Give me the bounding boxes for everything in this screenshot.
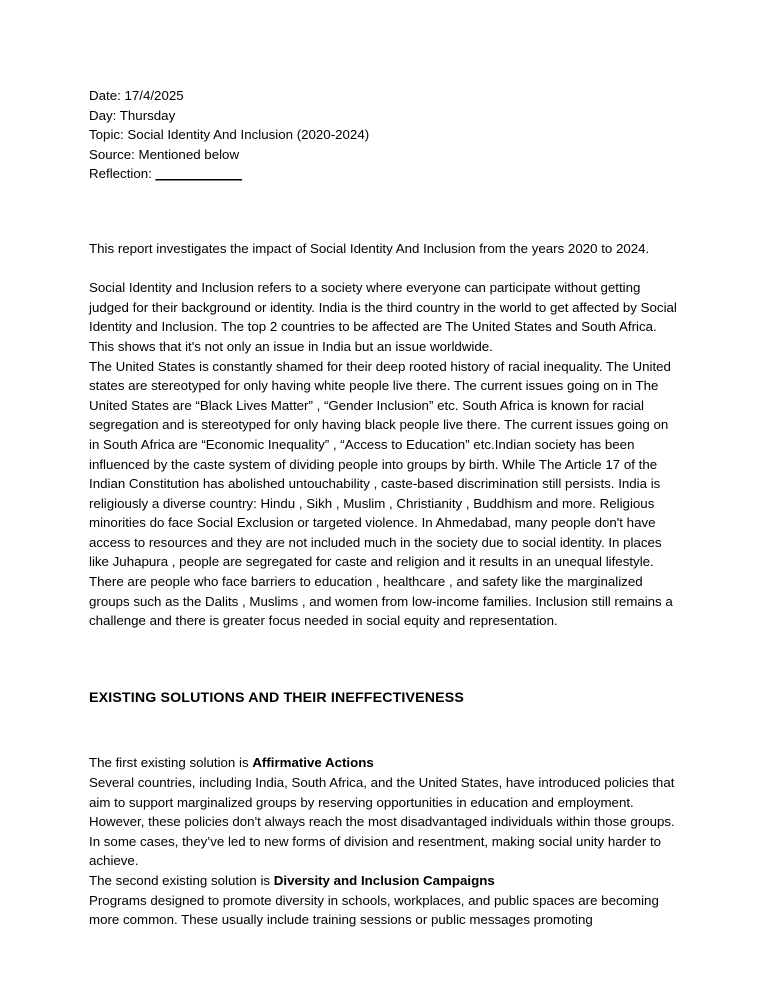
solution-2-description: Programs designed to promote diversity in schools, workplaces, and public spaces are becoming more common. These usually include training sessions or public messages promoting bbox=[89, 892, 659, 928]
solution-2-title-line bbox=[89, 871, 681, 891]
solution-1-description: Several countries, including India, South Africa, and the United States, have introduced policies that aim to support marginalized groups by reserving opportunities in education and employment. However, these policies don't always reach the most disadvantaged individuals within those groups. In some cases, they’ve led to new forms of division and resentment, making social unity harder to achieve. bbox=[89, 775, 675, 869]
source-line: Source: Mentioned below bbox=[89, 146, 240, 162]
date-line: Date: 17/4/2025 bbox=[89, 88, 184, 103]
solution-1-title-line bbox=[89, 753, 681, 773]
solution-1-name: Affirmative Actions bbox=[252, 755, 374, 771]
reflection-label: Reflection: bbox=[89, 166, 156, 182]
topic-line: Topic: Social Identity And Inclusion (2020-2024) bbox=[89, 127, 370, 143]
document-header-block bbox=[89, 86, 681, 184]
intro-spacer bbox=[89, 184, 681, 239]
document-body bbox=[89, 86, 681, 930]
section-heading-existing-solutions: EXISTING SOLUTIONS AND THEIR INEFFECTIVENESS bbox=[89, 689, 464, 706]
body-paragraph-2: The United States is constantly shamed for their deep rooted history of racial inequality. The United states are stereotyped for only having white people live there. The current issues going on in The United States are “Black Lives Matter” , “Gender Inclusion” etc. South Africa is known for racial segregation and is stereotyped for only having black people live there. The current issues going on in South Africa are “Economic Inequality” , “Access to Education” etc.Indian society has been influenced by the caste system of dividing people into groups by birth. While The Article 17 of the Indian Constitution has abolished untouchability , caste-based discrimination still persists. India is religiously a diverse country: Hindu , Sikh , Muslim , Christianity , Buddhism and more. Religious minorities do face Social Exclusion or targeted violence. In Ahmedabad, many people don't have access to resources and they are not included much in the society due to social identity. In places like Juhapura , people are segregated for caste and religion and it results in an unequal lifestyle. There are people who face barriers to education , healthcare , and safety like the marginalized groups such as the Dalits , Muslims , and women from low-income families. Inclusion still remains a challenge and there is greater focus needed in social equity and representation. bbox=[89, 358, 673, 629]
solution-1-prefix: The first existing solution is bbox=[89, 755, 253, 771]
reflection-line bbox=[89, 164, 681, 184]
solution-2-name: Diversity and Inclusion Campaigns bbox=[273, 873, 495, 888]
heading-spacer bbox=[89, 708, 681, 753]
day-line: Day: Thursday bbox=[89, 107, 176, 123]
reflection-blank: ____________ bbox=[155, 166, 242, 182]
intro-paragraph: This report investigates the impact of Social Identity And Inclusion from the years 2020 to 2024. bbox=[89, 240, 650, 256]
body-paragraph-1: Social Identity and Inclusion refers to a society where everyone can participate without getting judged for their background or identity. India is the third country in the world to get affected by Social Identity and Inclusion. The top 2 countries to be affected are The United States and South Africa. This shows that it's not only an issue in India but an issue worldwide. bbox=[89, 280, 677, 354]
solution-2-prefix: The second existing solution is bbox=[89, 873, 274, 888]
section-spacer bbox=[89, 631, 681, 689]
